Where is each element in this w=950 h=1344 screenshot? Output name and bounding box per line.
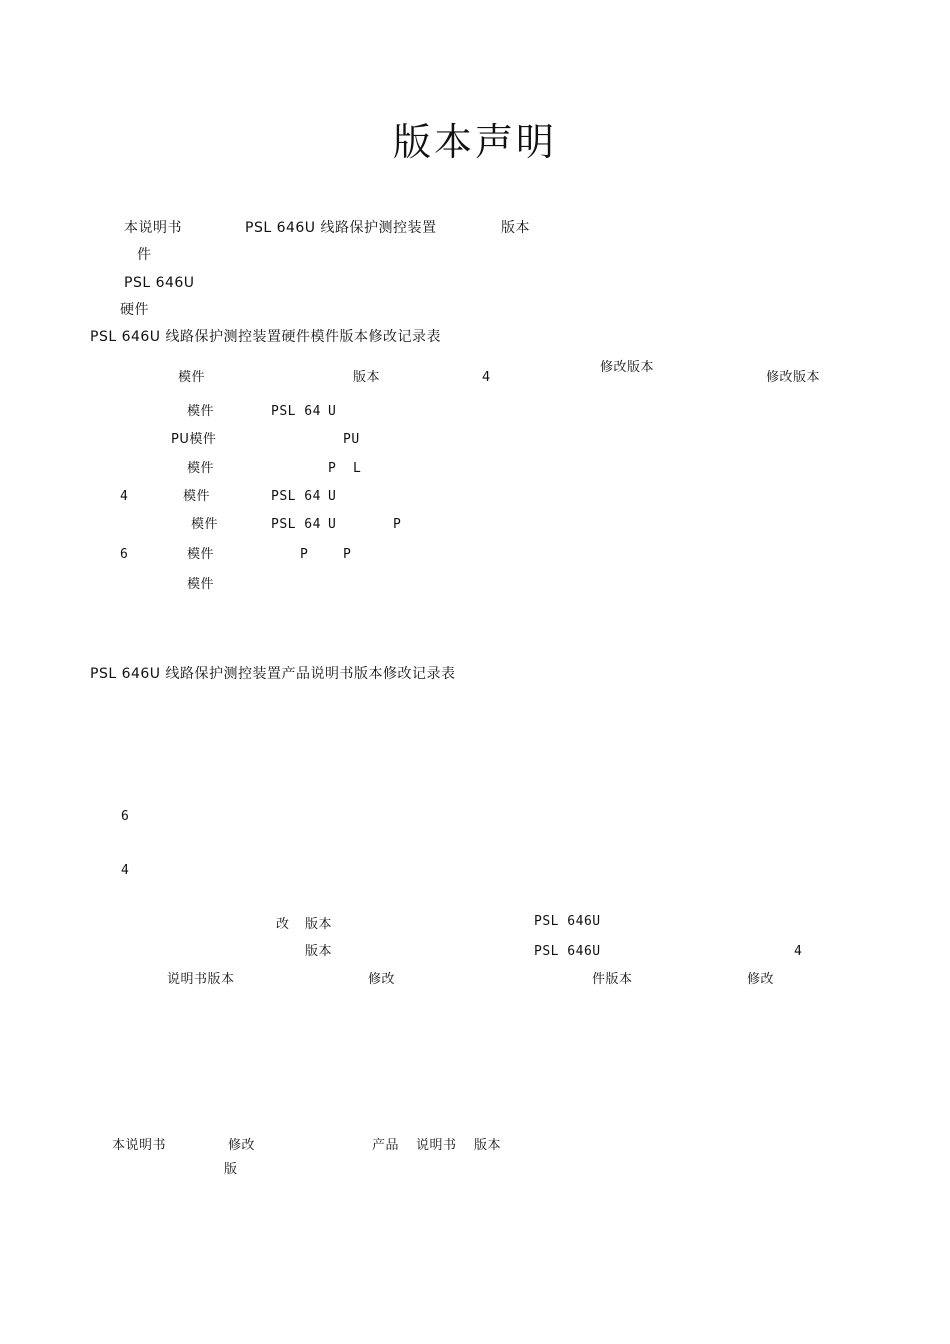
hw-cell-extra: P bbox=[393, 517, 402, 532]
hw-cell-suffix: U bbox=[328, 517, 337, 532]
manual-header-part-version: 件版本 bbox=[592, 972, 633, 987]
footer-text-product: 产品 bbox=[372, 1138, 400, 1153]
manual-left-num: 4 bbox=[121, 863, 130, 878]
manual-cell-version: 版本 bbox=[305, 917, 333, 932]
hw-cell-module: 模件 bbox=[187, 577, 215, 592]
intro-text-line4: 硬件 bbox=[120, 302, 149, 318]
manual-header-revise: 修改 bbox=[368, 972, 396, 987]
manual-cell-model: PSL 646U bbox=[534, 944, 601, 959]
hw-cell-module: 模件 bbox=[187, 461, 215, 476]
manual-table-caption: PSL 646U 线路保护测控装置产品说明书版本修改记录表 bbox=[90, 666, 456, 682]
footer-text-ban: 版 bbox=[224, 1162, 238, 1177]
intro-text-device: PSL 646U 线路保护测控装置 bbox=[245, 220, 437, 236]
intro-text-manual: 本说明书 bbox=[124, 220, 182, 236]
hw-header-rev-version-1: 修改版本 bbox=[600, 360, 655, 375]
hw-header-rev-version-2: 修改版本 bbox=[766, 370, 821, 385]
footer-text-manual: 本说明书 bbox=[112, 1138, 167, 1153]
footer-text-version: 版本 bbox=[474, 1138, 502, 1153]
hw-cell-index: 4 bbox=[120, 489, 129, 504]
footer-text-revise: 修改 bbox=[228, 1138, 256, 1153]
hw-cell-module: 模件 bbox=[183, 489, 211, 504]
hw-cell-suffix: PU bbox=[343, 432, 360, 447]
hw-cell-module: 模件 bbox=[187, 547, 215, 562]
hw-cell-model: PSL 64 bbox=[271, 517, 321, 532]
manual-cell-version: 版本 bbox=[305, 944, 333, 959]
manual-cell-revise: 改 bbox=[276, 917, 290, 932]
intro-text-line2: 件 bbox=[137, 247, 152, 263]
hw-cell-suffix: U bbox=[328, 489, 337, 504]
manual-cell-num: 4 bbox=[794, 944, 803, 959]
page-title: 版本声明 bbox=[392, 120, 557, 164]
hw-cell-module: PU模件 bbox=[171, 432, 217, 447]
manual-header-revise-2: 修改 bbox=[747, 972, 775, 987]
intro-text-version: 版本 bbox=[501, 220, 530, 236]
intro-text-line3: PSL 646U bbox=[124, 275, 195, 291]
footer-text-manual-2: 说明书 bbox=[416, 1138, 457, 1153]
hw-cell-suffix: U bbox=[328, 404, 337, 419]
manual-cell-model: PSL 646U bbox=[534, 914, 601, 929]
hw-header-module: 模件 bbox=[178, 370, 206, 385]
hw-cell-model: PSL 64 bbox=[271, 404, 321, 419]
hw-cell-model: P bbox=[300, 547, 309, 562]
manual-left-num: 6 bbox=[121, 809, 130, 824]
hw-cell-suffix: P bbox=[343, 547, 352, 562]
hw-header-num: 4 bbox=[482, 370, 491, 385]
hw-header-version: 版本 bbox=[353, 370, 381, 385]
hw-cell-index: 6 bbox=[120, 547, 129, 562]
hw-table-caption: PSL 646U 线路保护测控装置硬件模件版本修改记录表 bbox=[90, 329, 441, 345]
manual-header-manual-version: 说明书版本 bbox=[167, 972, 235, 987]
hw-cell-suffix: P L bbox=[328, 461, 362, 476]
hw-cell-module: 模件 bbox=[187, 404, 215, 419]
hw-cell-module: 模件 bbox=[191, 517, 219, 532]
hw-cell-model: PSL 64 bbox=[271, 489, 321, 504]
